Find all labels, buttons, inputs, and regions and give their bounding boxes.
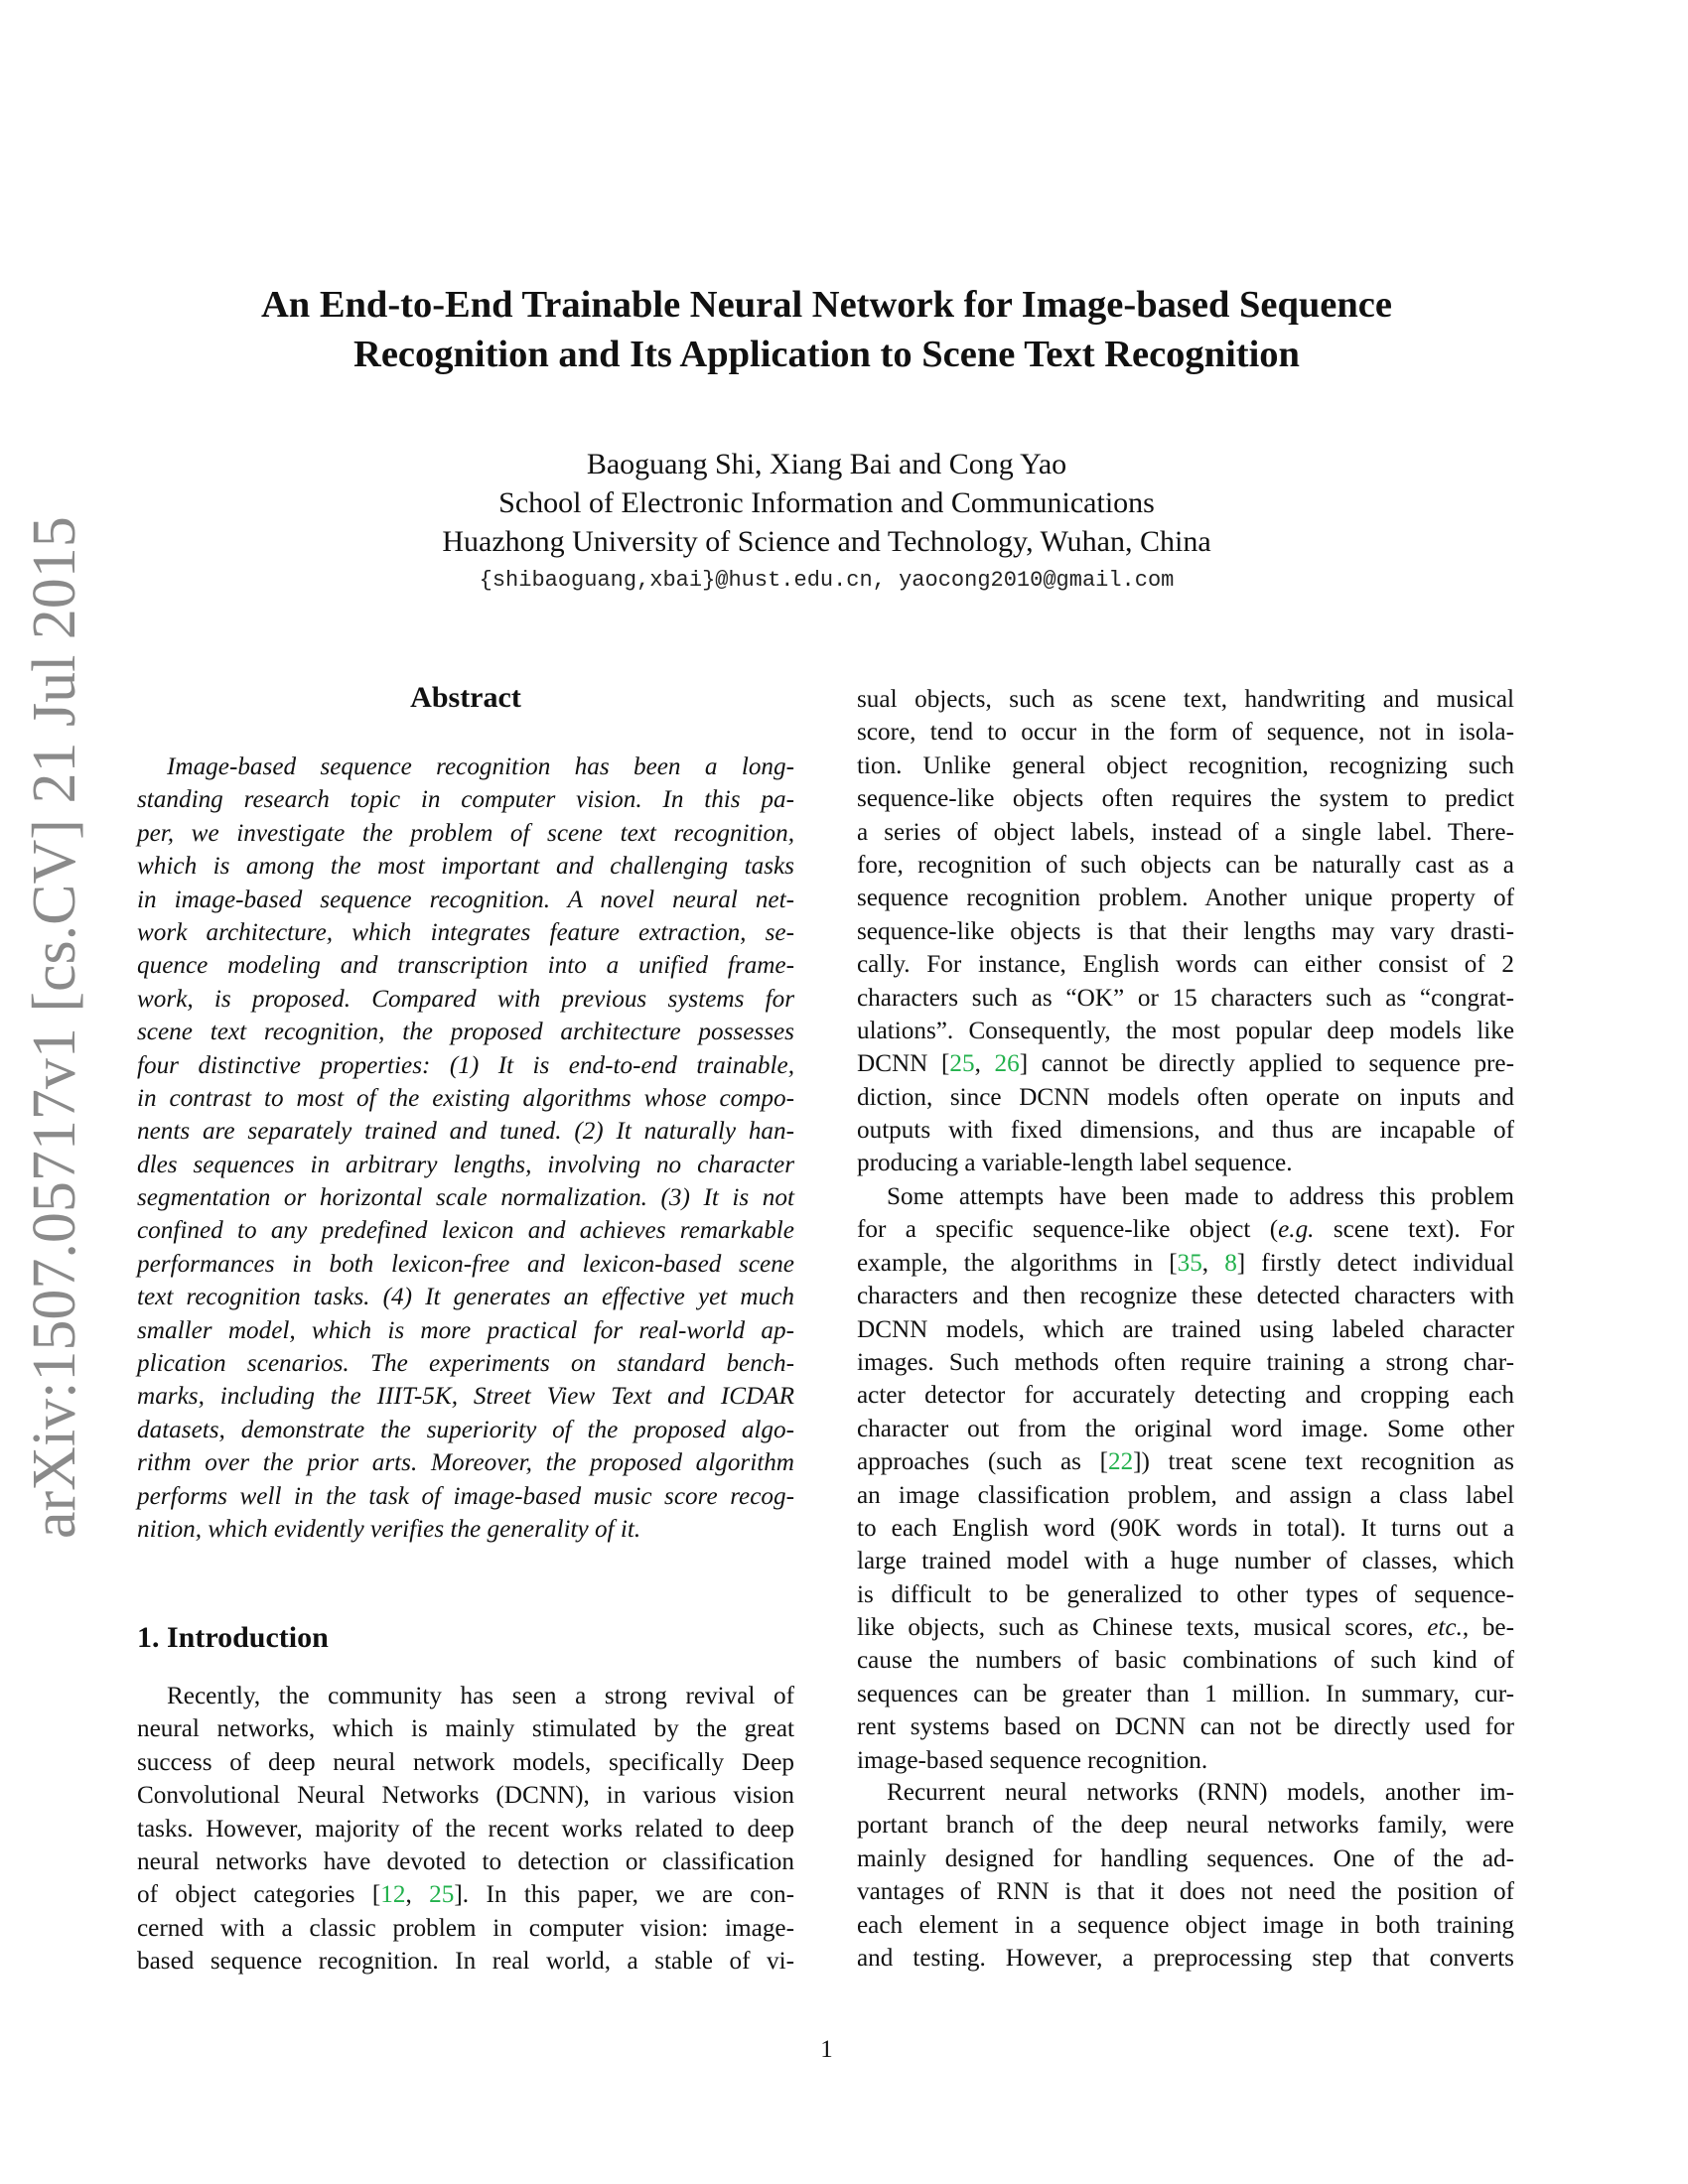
body-line: characters such as “OK” or 15 characters such as “congrat- xyxy=(857,984,1514,1012)
title-line-1: An End-to-End Trainable Neural Network for Image-based Sequence xyxy=(260,284,1392,326)
author-emails: {shibaoguang,xbai}@hust.edu.cn, yaocong2010@gmail.com xyxy=(479,568,1175,593)
body-line-with-emphasis xyxy=(857,1611,1514,1644)
body-line: Recurrent neural networks (RNN) models, another im- xyxy=(887,1779,1514,1806)
body-line: rent systems based on DCNN can not be directly used for xyxy=(857,1713,1514,1741)
intro-line: Convolutional Neural Networks (DCNN), in various vision xyxy=(137,1782,794,1810)
body-line-with-emphasis xyxy=(857,1213,1514,1246)
body-line: character out from the original word image. Some other xyxy=(857,1415,1514,1442)
intro-line: cerned with a classic problem in computer vision: image- xyxy=(137,1914,794,1942)
body-line: acter detector for accurately detecting and cropping each xyxy=(857,1382,1514,1410)
body-line-with-citations xyxy=(857,1445,1514,1478)
author-school: School of Electronic Information and Communications xyxy=(498,486,1155,519)
abstract-line: four distinctive properties: (1) It is end-to-end trainable, xyxy=(137,1051,794,1079)
body-text: ] cannot be directly applied to sequence pre- xyxy=(1019,1050,1514,1078)
abstract-line: rithm over the prior arts. Moreover, the proposed algorithm xyxy=(137,1449,794,1477)
abstract-line: performs well in the task of image-based music score recog- xyxy=(137,1482,794,1510)
title-line-2: Recognition and Its Application to Scene Text Recognition xyxy=(353,334,1300,375)
body-line: DCNN models, which are trained using labeled character xyxy=(857,1315,1514,1343)
body-line: image-based sequence recognition. xyxy=(857,1746,1208,1774)
intro-line: Recently, the community has seen a strong revival of xyxy=(167,1683,794,1709)
body-text: DCNN [ xyxy=(857,1050,950,1078)
body-line: Some attempts have been made to address this problem xyxy=(887,1183,1514,1210)
citation-link[interactable]: 26 xyxy=(994,1050,1020,1078)
intro-line: neural networks have devoted to detection or classification xyxy=(137,1847,794,1875)
body-line: ulations”. Consequently, the most popular deep models like xyxy=(857,1017,1514,1044)
emphasis-text: etc. xyxy=(1427,1614,1463,1642)
citation-link[interactable]: 25 xyxy=(429,1881,455,1909)
body-text: ]) treat scene text recognition as xyxy=(1133,1448,1514,1476)
abstract-line: text recognition tasks. (4) It generates an effective yet much xyxy=(137,1284,794,1311)
body-line: sequences can be greater than 1 million. In summary, cur- xyxy=(857,1680,1514,1707)
abstract-line: work architecture, which integrates feature extraction, se- xyxy=(137,918,794,946)
body-line-with-citations: DCNN [25, 26] cannot be directly applied to sequence pre- xyxy=(857,1050,1514,1078)
abstract-line: plication scenarios. The experiments on standard bench- xyxy=(137,1350,794,1378)
emphasis-text: e.g. xyxy=(1278,1216,1315,1244)
abstract-line: datasets, demonstrate the superiority of the proposed algo- xyxy=(137,1416,794,1443)
abstract-line: confined to any predefined lexicon and achieves remarkable xyxy=(137,1217,794,1245)
citation-link[interactable]: 12 xyxy=(380,1881,406,1909)
body-line: mainly designed for handling sequences. One of the ad- xyxy=(857,1844,1514,1872)
body-line: outputs with fixed dimensions, and thus are incapable of xyxy=(857,1117,1514,1145)
intro-line: tasks. However, majority of the recent works related to deep xyxy=(137,1815,794,1843)
abstract-line: work, is proposed. Compared with previous systems for xyxy=(137,985,794,1013)
page-number: 1 xyxy=(820,2036,833,2063)
introduction-body xyxy=(137,1680,794,1979)
abstract-line: in contrast to most of the existing algorithms whose compo- xyxy=(137,1084,794,1112)
body-text: example, the algorithms in [ xyxy=(857,1249,1178,1277)
paper-title xyxy=(0,280,1653,379)
body-line: characters and then recognize these detected characters with xyxy=(857,1283,1514,1310)
abstract-line: performances in both lexicon-free and lexicon-based scene xyxy=(137,1250,794,1278)
abstract-line: per, we investigate the problem of scene text recognition, xyxy=(137,819,794,847)
body-line: images. Such methods often require training a strong char- xyxy=(857,1348,1514,1376)
body-line: is difficult to be generalized to other types of sequence- xyxy=(857,1580,1514,1608)
body-line: fore, recognition of such objects can be naturally cast as a xyxy=(857,851,1514,879)
body-line: sequence-like objects often requires the system to predict xyxy=(857,785,1514,813)
body-text: like objects, such as Chinese texts, musical scores, xyxy=(857,1614,1428,1642)
body-line: sequence recognition problem. Another unique property of xyxy=(857,885,1514,912)
abstract-line: Image-based sequence recognition has been a long- xyxy=(167,753,794,780)
abstract-line: scene text recognition, the proposed architecture possesses xyxy=(137,1019,794,1046)
body-text: , be- xyxy=(1462,1614,1514,1642)
abstract-line: marks, including the IIIT-5K, Street View Text and ICDAR xyxy=(137,1383,794,1411)
intro-text: of object categories [ xyxy=(137,1881,381,1909)
arxiv-stamp: arXiv:1507.05717v1 [cs.CV] 21 Jul 2015 xyxy=(21,516,88,1539)
abstract-line: quence modeling and transcription into a unified frame- xyxy=(137,952,794,980)
introduction-heading: 1. Introduction xyxy=(137,1621,329,1654)
body-line-with-citations: example, the algorithms in [35, 8] firstly detect individual xyxy=(857,1249,1514,1277)
citation-link[interactable]: 8 xyxy=(1224,1249,1237,1277)
body-text: ] firstly detect individual xyxy=(1236,1249,1514,1277)
right-paragraph-1 xyxy=(857,683,1514,1180)
intro-line: based sequence recognition. In real world, a stable of vi- xyxy=(137,1948,794,1976)
body-line: cause the numbers of basic combinations of such kind of xyxy=(857,1647,1514,1675)
author-block xyxy=(0,445,1653,601)
citation-link[interactable]: 25 xyxy=(949,1050,975,1078)
body-line: producing a variable-length label sequence. xyxy=(857,1150,1293,1177)
right-paragraph-2 xyxy=(857,1180,1514,1777)
body-line: tion. Unlike general object recognition, recognizing such xyxy=(857,751,1514,779)
abstract-body xyxy=(137,751,794,1546)
body-line: portant branch of the deep neural networks family, were xyxy=(857,1812,1514,1840)
intro-line: neural networks, which is mainly stimulated by the great xyxy=(137,1715,794,1743)
intro-text: ]. In this paper, we are con- xyxy=(454,1881,794,1909)
right-paragraph-3 xyxy=(857,1776,1514,1975)
abstract-line: smaller model, which is more practical for real-world ap- xyxy=(137,1316,794,1344)
body-line: large trained model with a huge number of classes, which xyxy=(857,1548,1514,1575)
author-names: Baoguang Shi, Xiang Bai and Cong Yao xyxy=(586,448,1067,480)
body-text: scene text). For xyxy=(1314,1216,1514,1244)
abstract-line: segmentation or horizontal scale normalization. (3) It is not xyxy=(137,1184,794,1212)
citation-link[interactable]: 35 xyxy=(1177,1249,1202,1277)
abstract-line: standing research topic in computer vision. In this pa- xyxy=(137,786,794,814)
abstract-line: dles sequences in arbitrary lengths, involving no character xyxy=(137,1151,794,1178)
body-line: and testing. However, a preprocessing step that converts xyxy=(857,1944,1514,1972)
abstract-heading: Abstract xyxy=(410,681,521,714)
abstract-line: nents are separately trained and tuned. (2) It naturally han- xyxy=(137,1118,794,1146)
abstract-line: nition, which evidently verifies the generality of it. xyxy=(137,1515,641,1543)
body-line: an image classification problem, and assign a class label xyxy=(857,1481,1514,1509)
body-line: score, tend to occur in the form of sequence, not in isola- xyxy=(857,719,1514,747)
body-line: sequence-like objects is that their lengths may vary drasti- xyxy=(857,917,1514,945)
body-line: a series of object labels, instead of a single label. There- xyxy=(857,818,1514,846)
body-text: for a specific sequence-like object ( xyxy=(857,1216,1279,1244)
citation-link[interactable]: 22 xyxy=(1107,1448,1134,1476)
body-line: diction, since DCNN models often operate on inputs and xyxy=(857,1083,1514,1111)
author-university: Huazhong University of Science and Technology, Wuhan, China xyxy=(442,525,1211,558)
body-line: cally. For instance, English words can either consist of 2 xyxy=(857,951,1514,979)
abstract-line: which is among the most important and challenging tasks xyxy=(137,853,794,881)
body-line: sual objects, such as scene text, handwriting and musical xyxy=(857,686,1514,713)
body-line: each element in a sequence object image in both training xyxy=(857,1911,1514,1939)
abstract-line: in image-based sequence recognition. A novel neural net- xyxy=(137,886,794,913)
body-line: vantages of RNN is that it does not need the position of xyxy=(857,1878,1514,1906)
body-line: to each English word (90K words in total). It turns out a xyxy=(857,1514,1514,1542)
intro-line: success of deep neural network models, specifically Deep xyxy=(137,1748,794,1776)
body-text: approaches (such as [ xyxy=(857,1448,1108,1476)
intro-line-with-citations: of object categories [12, 25]. In this paper, we are con- xyxy=(137,1881,794,1909)
